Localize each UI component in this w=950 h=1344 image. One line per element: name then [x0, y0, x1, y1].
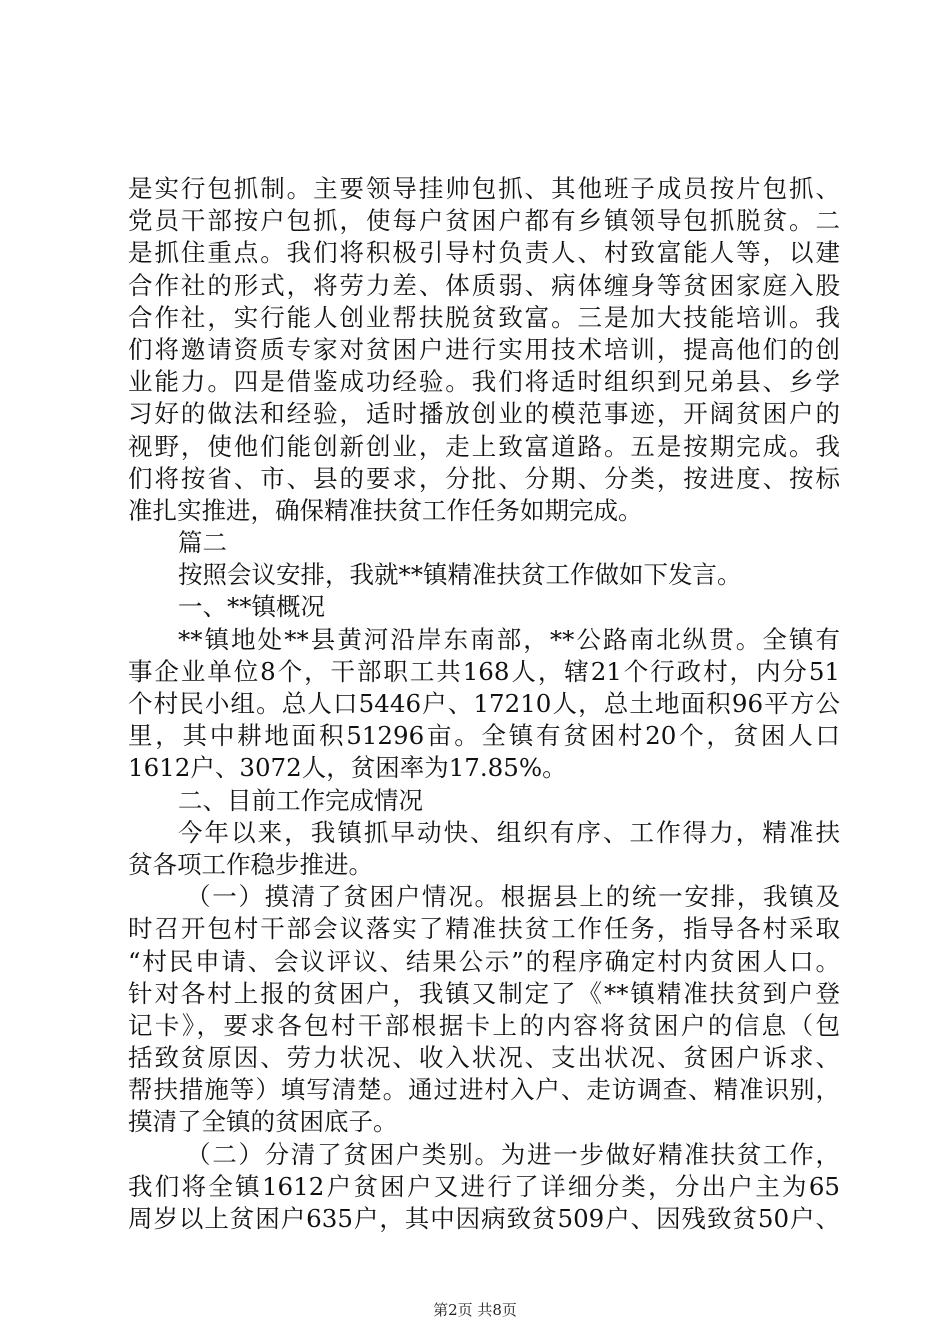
text-line: 习好的做法和经验，适时播放创业的模范事迹，开阔贫困户的: [128, 399, 840, 429]
text-line: 们将按省、市、县的要求，分批、分期、分类，按进度、按标: [128, 463, 840, 493]
text-line: 合作社，实行能人创业帮扶脱贫致富。三是加大技能培训。我: [128, 302, 840, 332]
text-line: 贫各项工作稳步推进。: [128, 849, 373, 879]
section-heading: 篇二: [178, 528, 227, 558]
text-line: 我们将全镇1612户贫困户又进行了详细分类，分出户主为65: [128, 1171, 840, 1201]
text-line: 党员干部按户包抓，使每户贫困户都有乡镇领导包抓脱贫。二: [128, 206, 840, 236]
section-heading: 二、目前工作完成情况: [178, 785, 423, 815]
text-line: 括致贫原因、劳力状况、收入状况、支出状况、贫困户诉求、: [128, 1043, 840, 1073]
text-line: 摸清了全镇的贫困底子。: [128, 1107, 398, 1137]
text-line: 业能力。四是借鉴成功经验。我们将适时组织到兄弟县、乡学: [128, 367, 840, 397]
text-line: 是抓住重点。我们将积极引导村负责人、村致富能人等，以建: [128, 238, 840, 268]
text-line: 里，其中耕地面积51296亩。全镇有贫困村20个，贫困人口: [128, 721, 840, 751]
text-line: 个村民小组。总人口5446户、17210人，总土地面积96平方公: [128, 689, 840, 718]
text-line: 准扎实推进，确保精准扶贫工作任务如期完成。: [128, 495, 643, 525]
text-line: “村民申请、会议评议、结果公示”的程序确定村内贫困人口。: [128, 946, 840, 976]
text-line: 是实行包抓制。主要领导挂帅包抓、其他班子成员按片包抓、: [128, 174, 840, 203]
text-line: 事企业单位8个，干部职工共168人，辖21个行政村，内分51: [128, 656, 840, 686]
text-line: 时召开包村干部会议落实了精准扶贫工作任务，指导各村采取: [128, 914, 840, 944]
text-line: **镇地处**县黄河沿岸东南部，**公路南北纵贯。全镇有: [178, 624, 840, 654]
text-line: 今年以来，我镇抓早动快、组织有序、工作得力，精准扶: [178, 817, 840, 847]
section-heading: 一、**镇概况: [178, 592, 325, 622]
text-line: 针对各村上报的贫困户，我镇又制定了《**镇精准扶贫到户登: [128, 978, 840, 1008]
text-line: 周岁以上贫困户635户，其中因病致贫509户、因残致贫50户、: [128, 1204, 840, 1233]
text-line: （二）分清了贫困户类别。为进一步做好精准扶贫工作，: [186, 1139, 840, 1169]
text-line: 记卡》，要求各包村干部根据卡上的内容将贫困户的信息（包: [128, 1010, 840, 1040]
text-line: 们将邀请资质专家对贫困户进行实用技术培训，提高他们的创: [128, 334, 840, 364]
text-line: 1612户、3072人，贫困率为17.85%。: [128, 753, 567, 783]
text-line: 视野，使他们能创新创业，走上致富道路。五是按期完成。我: [128, 431, 840, 461]
text-line: 帮扶措施等）填写清楚。通过进村入户、走访调查、精准识别，: [128, 1075, 840, 1105]
text-line: 合作社的形式，将劳力差、体质弱、病体缠身等贫困家庭入股: [128, 270, 840, 300]
text-line: （一）摸清了贫困户情况。根据县上的统一安排，我镇及: [186, 882, 840, 912]
text-line: 按照会议安排，我就**镇精准扶贫工作做如下发言。: [178, 560, 742, 590]
document-body: [128, 173, 840, 1235]
page-number-footer: 第2页 共8页: [433, 1301, 517, 1319]
